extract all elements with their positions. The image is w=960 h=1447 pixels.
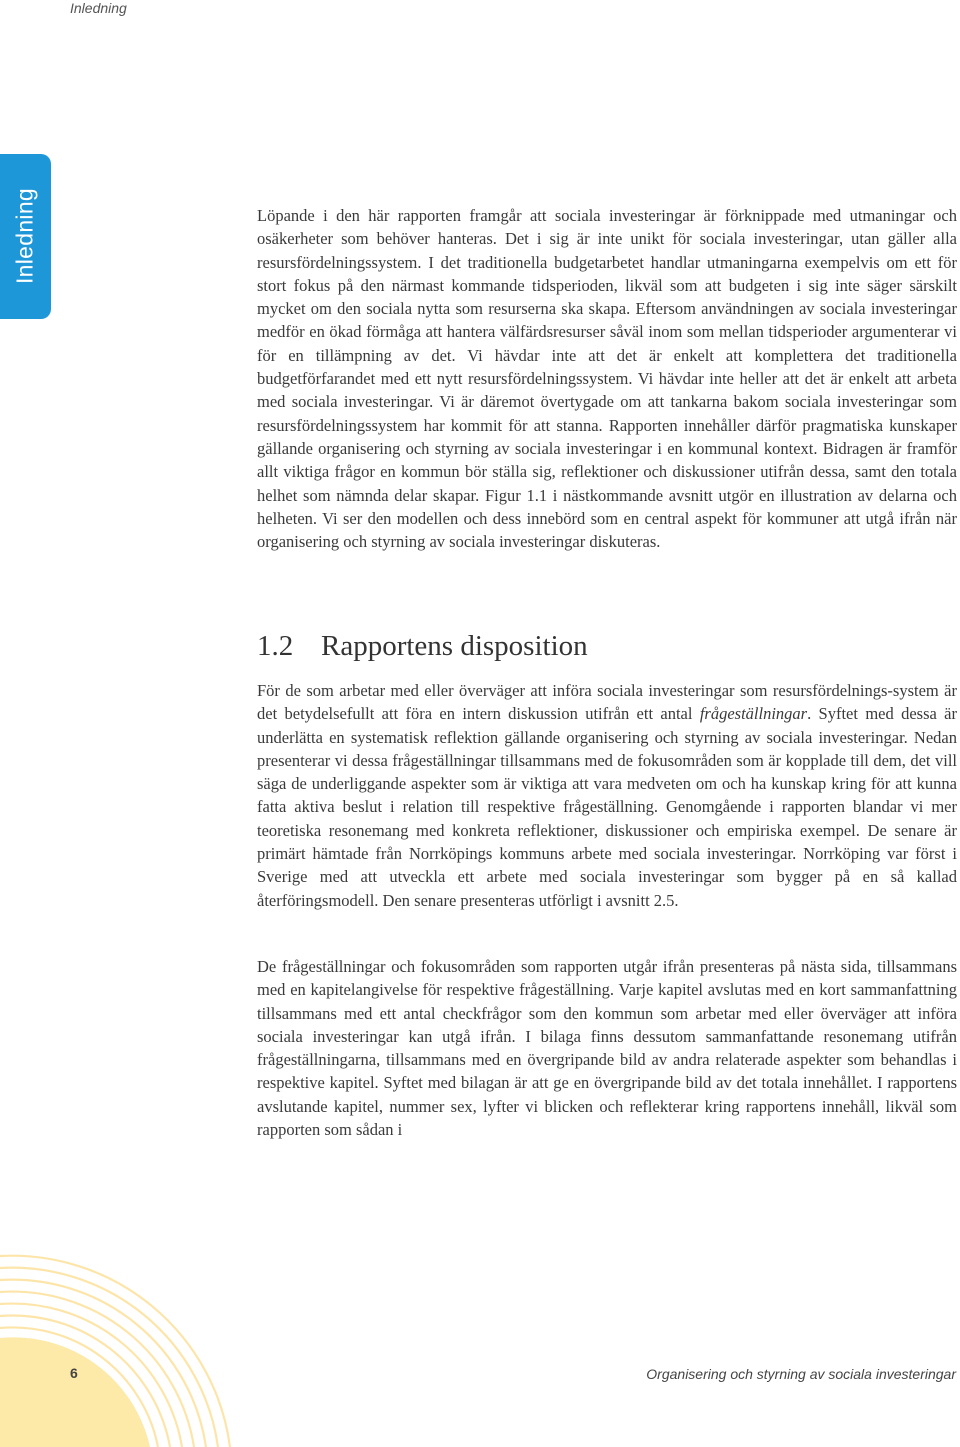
disposition-paragraph-1 <box>257 679 957 912</box>
p2-emphasis: frågeställningar <box>699 704 808 724</box>
decorative-corner-arcs <box>0 1240 240 1447</box>
disposition-paragraph-2: De frågeställningar och fokusområden som rapporten utgår ifrån presenteras på nästa sida, tillsammans med en kapitelangivelse för respektive frågeställning. Varje kapitel avslutas med en kort sammanfattning tillsammans med ett antal checkfrågor som den kommun som arbetar med eller överväger att införa sociala investeringar kan utgå ifrån. I bilaga finns dessutom sammanfattande resonemang utifrån frågeställningarna, tillsammans med en övergripande bild av andra relaterade aspekter som behandlas i respektive kapitel. Syftet med bilagan är att ge en övergripande bild av det totala innehållet. I rapportens avslutande kapitel, nummer sex, lyfter vi blicken och reflekterar kring rapportens innehåll, likväl som rapporten som sådan i <box>257 957 957 1140</box>
publication-title: Organisering och styrning av sociala investeringar <box>646 1366 956 1382</box>
p2-text-end: . Syftet med dessa är underlätta en systematisk reflektion gällande organisering och styrning av sociala investeringar. Nedan presenterar vi dessa frågeställningar tillsammans med de fokusområden som är kopplade till dem, det vill säga de underliggande aspekter som är viktiga att vara medveten om och ha kunskap kring för att kunna fatta aktiva beslut i relation till respektive frågeställning. Genomgående i rapporten blandar vi mer teoretiska resonemang med konkreta reflektioner, diskussioner och empiriska exempel. De senare är primärt hämtade från Norrköpings kommuns arbete med sociala investeringar. Norrköping var först i Sverige med att utveckla ett arbete med sociala investeringar som bygger på en så kallad återföringsmodell. Den senare presenteras utförligt i avsnitt 2.5. <box>257 704 957 910</box>
p2-text-start: För de som arbetar med eller överväger att införa sociala investeringar som resursfördelnings-system är det betydelsefullt att föra en intern diskussion utifrån ett antal <box>257 681 957 724</box>
section-heading-title: Rapportens disposition <box>321 630 588 662</box>
section-heading-number: 1.2 <box>257 630 294 662</box>
intro-paragraph: Löpande i den här rapporten framgår att sociala investeringar är förknippade med utmaningar och osäkerheter som behöver hanteras. Det i sig är inte unikt för sociala investeringar, utan gäller alla resursfördelningssystem. I det traditionella budgetarbetet handlar utmaningarna exempelvis om ett för stort fokus på den närmast kommande tidsperioden, likväl som att budgeten i sig inte säger särskilt mycket om den sociala nytta som resurserna ska skapa. Eftersom användningen av sociala investeringar medför en ökad förmåga att hantera välfärdsresurser såväl inom som mellan tidsperioder argumenterar vi för en tillämpning av det. Vi hävdar inte att det är enkelt att komplettera det traditionella budgetförfarandet med ett nytt resursfördelningssystem. Vi hävdar inte heller att det är enkelt att arbeta med sociala investeringar. Vi är däremot övertygade om att tankarna bakom sociala investeringar som resursfördelningssystem har kommit för att stanna. Rapporten innehåller därför pragmatiska kunskaper gällande organisering och styrning av sociala investeringar i en kommunal kontext. Bidragen är framför allt viktiga frågor en kommun bör ställa sig, reflektioner och diskussioner utifrån dessa, samt den totala helhet som nämnda delar skapar. Figur 1.1 i nästkommande avsnitt utgör en illustration av delarna och helheten. Vi ser den modellen och dess innebörd som en central aspekt för kommuner att utgå ifrån när organisering och styrning av sociala investeringar diskuteras. <box>257 206 957 552</box>
page-number: 6 <box>70 1365 78 1381</box>
chapter-side-tab-label: Inledning <box>11 187 38 285</box>
running-head: Inledning <box>70 0 127 16</box>
section-heading <box>257 630 957 663</box>
